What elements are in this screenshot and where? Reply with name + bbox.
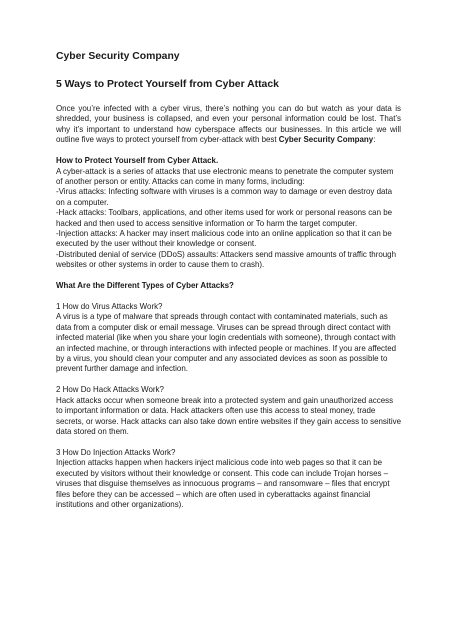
section-types bbox=[56, 281, 401, 291]
document-subtitle: 5 Ways to Protect Yourself from Cyber Attack bbox=[56, 79, 279, 90]
document-title: Cyber Security Company bbox=[56, 51, 180, 62]
section-protect-line: -Distributed denial of service (DDoS) assaults: Attackers send massive amounts of traffic through websites or other systems in order to cause them to crash). bbox=[56, 249, 396, 270]
document-page bbox=[56, 50, 401, 521]
section-protect bbox=[56, 156, 401, 270]
intro-bold-company: Cyber Security Company bbox=[278, 135, 374, 145]
section-types-heading: What Are the Different Types of Cyber Attacks? bbox=[56, 281, 234, 291]
question-injection-heading: 3 How Do Injection Attacks Work? bbox=[56, 447, 176, 457]
section-protect-heading: How to Protect Yourself from Cyber Attack. bbox=[56, 156, 219, 166]
question-virus-text: A virus is a type of malware that spreads through contact with contaminated materials, such as data from a computer disk or email message. Viruses can be spread through direct contact with infected material (like when you share your login credentials with someone), through contact with an infected machine, or through interactions with infected people or machines. If you are affected by a virus, you should clean your computer and any associated devices as soon as possible to prevent further damage and infection. bbox=[56, 312, 397, 374]
section-protect-line: -Injection attacks: A hacker may insert malicious code into an online application so that it can be executed by the user without their knowledge or consent. bbox=[56, 228, 392, 249]
question-virus-heading: 1 How do Virus Attacks Work? bbox=[56, 302, 163, 311]
question-injection-text: Injection attacks happen when hackers inject malicious code into web pages so that it can be executed by visitors without their knowledge or consent. This code can include Trojan horses – viruses that disguise themselves as innocuous programs – and ransomware – files that encrypt files before they can be accessed – which are often used in cyberattacks against financial institutions and other organizations). bbox=[56, 458, 390, 509]
intro-end: : bbox=[373, 135, 376, 145]
section-protect-line: -Hack attacks: Toolbars, applications, and other items used for work or personal reasons can be hacked and then used to access sensitive information or To harm the target computer. bbox=[56, 208, 393, 228]
question-hack-text: Hack attacks occur when someone break into a protected system and gain unauthorized access to important information or data. Hack attackers often use this access to steal money, trade secrets, or worse. Hack attacks can also take down entire websites if they gain access to sensitive data stored on them. bbox=[56, 395, 401, 436]
question-hack bbox=[56, 385, 401, 437]
question-hack-heading: 2 How Do Hack Attacks Work? bbox=[56, 385, 164, 395]
intro-paragraph bbox=[56, 104, 401, 146]
section-protect-line: A cyber-attack is a series of attacks that use electronic means to penetrate the computer system of another person or entity. Attacks can come in many forms, including: bbox=[56, 166, 394, 186]
intro-text: Once you’re infected with a cyber virus, there’s nothing you can do but watch as your data is shredded, your business is collapsed, and even your personal information could be lost. That’s why it’s important to understand how cyberspace affects our businesses. In this article we will outline five ways to protect yourself from cyber-attack with best bbox=[56, 104, 401, 145]
section-protect-line: -Virus attacks: Infecting software with viruses is a common way to damage or even destroy data on a computer. bbox=[56, 187, 393, 207]
question-virus bbox=[56, 302, 401, 375]
question-injection bbox=[56, 448, 401, 510]
